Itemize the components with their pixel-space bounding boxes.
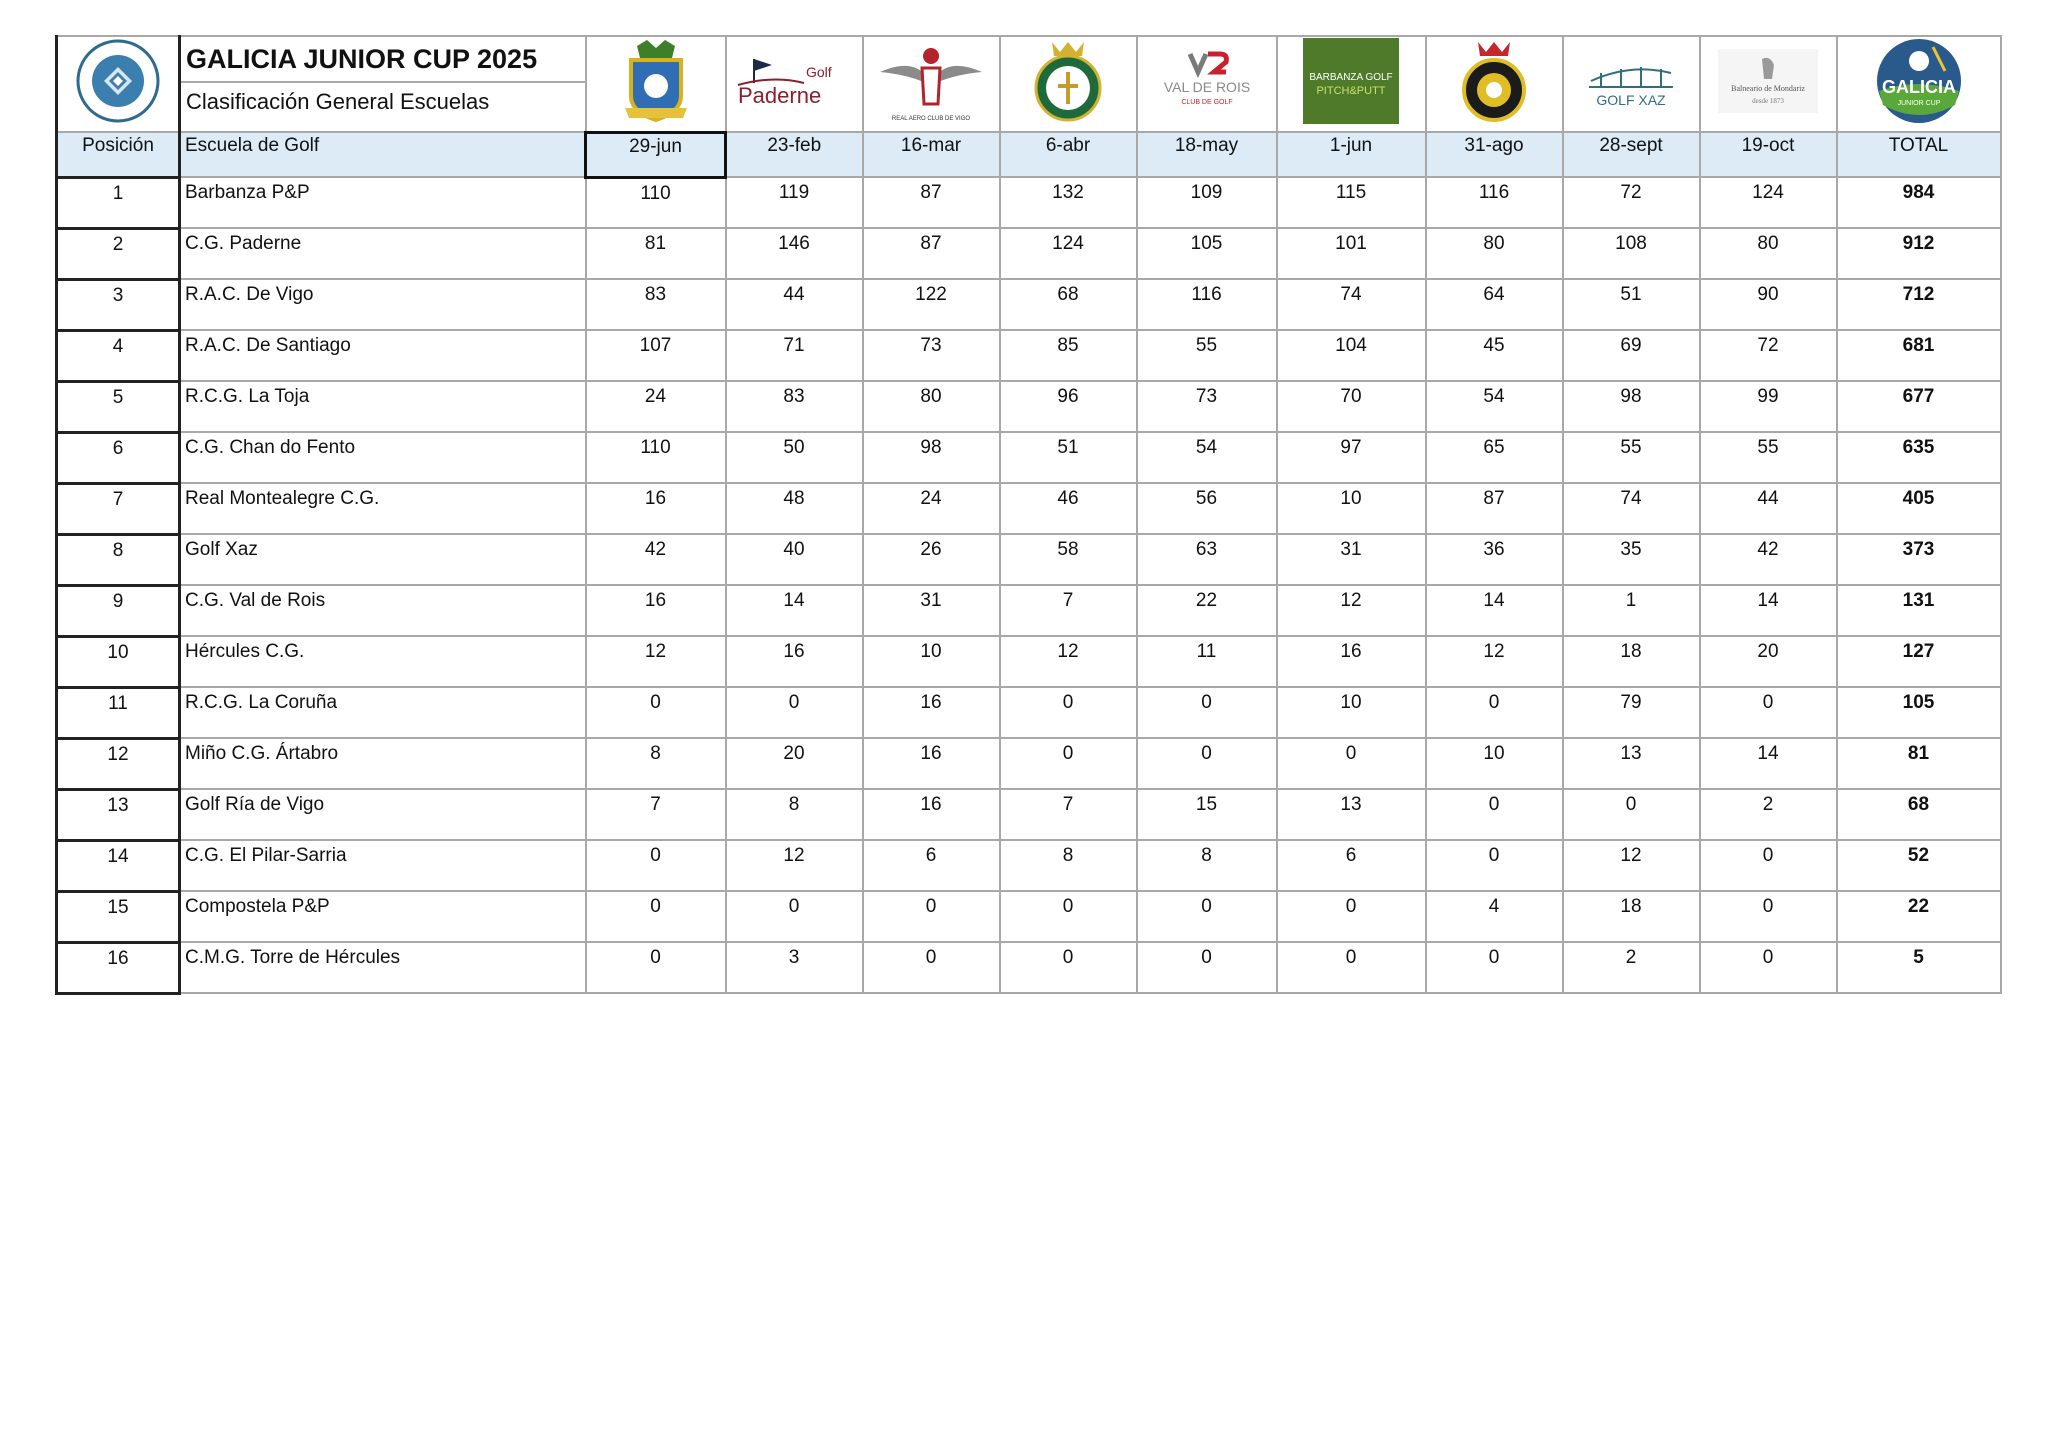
galicia-big-label: GALICIA <box>1881 77 1956 97</box>
chan-do-fento-crest-icon <box>617 38 695 124</box>
score-cell: 0 <box>863 891 1000 942</box>
santiago-logo-cell <box>1000 36 1137 132</box>
score-cell: 6 <box>1277 840 1426 891</box>
score-cell: 0 <box>1700 840 1837 891</box>
score-cell: 12 <box>1426 636 1563 687</box>
score-cell: 74 <box>1563 483 1700 534</box>
total-cell: 68 <box>1837 789 2001 840</box>
score-cell: 20 <box>1700 636 1837 687</box>
score-cell: 70 <box>1277 381 1426 432</box>
table-row <box>57 789 2001 840</box>
score-cell: 0 <box>1700 891 1837 942</box>
paderne-logo-cell <box>726 36 863 132</box>
score-cell: 0 <box>1426 840 1563 891</box>
header-date-3: 16-mar <box>863 132 1000 177</box>
score-cell: 0 <box>1426 789 1563 840</box>
score-cell: 72 <box>1563 177 1700 228</box>
score-cell: 79 <box>1563 687 1700 738</box>
score-cell: 44 <box>1700 483 1837 534</box>
header-date-2: 23-feb <box>726 132 863 177</box>
score-cell: 0 <box>726 891 863 942</box>
score-cell: 16 <box>726 636 863 687</box>
school-name-cell: Barbanza P&P <box>180 177 586 228</box>
score-cell: 1 <box>1563 585 1700 636</box>
score-cell: 72 <box>1700 330 1837 381</box>
mondariz-logo-cell <box>1700 36 1837 132</box>
score-cell: 45 <box>1426 330 1563 381</box>
la-toja-logo-cell <box>1426 36 1563 132</box>
score-cell: 69 <box>1563 330 1700 381</box>
score-cell: 56 <box>1137 483 1277 534</box>
score-cell: 87 <box>1426 483 1563 534</box>
total-cell: 912 <box>1837 228 2001 279</box>
golf-xaz-logo-cell <box>1563 36 1700 132</box>
paderne-small-label: Golf <box>806 64 832 80</box>
header-row <box>57 132 2001 177</box>
score-cell: 12 <box>726 840 863 891</box>
school-name-cell: C.G. Paderne <box>180 228 586 279</box>
val-de-rois-sub-label: CLUB DE GOLF <box>1180 99 1233 106</box>
score-cell: 2 <box>1563 942 1700 993</box>
score-cell: 51 <box>1563 279 1700 330</box>
galicia-junior-cup-logo-cell <box>1837 36 2001 132</box>
score-cell: 7 <box>1000 585 1137 636</box>
logo-row <box>57 36 2001 132</box>
position-cell: 5 <box>57 381 180 432</box>
score-cell: 101 <box>1277 228 1426 279</box>
page-title: GALICIA JUNIOR CUP 2025 <box>181 37 585 83</box>
score-cell: 0 <box>1700 942 1837 993</box>
score-cell: 80 <box>1426 228 1563 279</box>
total-cell: 405 <box>1837 483 2001 534</box>
score-cell: 24 <box>863 483 1000 534</box>
score-cell: 87 <box>863 177 1000 228</box>
score-cell: 14 <box>1700 585 1837 636</box>
score-cell: 10 <box>1426 738 1563 789</box>
galicia-small-label: JUNIOR CUP <box>1897 100 1940 107</box>
score-cell: 10 <box>1277 483 1426 534</box>
score-cell: 83 <box>586 279 726 330</box>
score-cell: 20 <box>726 738 863 789</box>
paderne-flag-icon <box>734 51 854 111</box>
chan-do-fento-logo-cell <box>586 36 726 132</box>
score-cell: 0 <box>1137 687 1277 738</box>
school-name-cell: R.A.C. De Santiago <box>180 330 586 381</box>
table-row <box>57 738 2001 789</box>
score-cell: 15 <box>1137 789 1277 840</box>
barbanza-label-2: PITCH&PUTT <box>1316 85 1386 97</box>
total-cell: 681 <box>1837 330 2001 381</box>
score-cell: 18 <box>1563 636 1700 687</box>
header-date-7: 31-ago <box>1426 132 1563 177</box>
score-cell: 12 <box>1277 585 1426 636</box>
total-cell: 131 <box>1837 585 2001 636</box>
total-cell: 373 <box>1837 534 2001 585</box>
barbanza-logo-icon <box>1303 38 1399 124</box>
position-cell: 10 <box>57 636 180 687</box>
position-cell: 3 <box>57 279 180 330</box>
score-cell: 10 <box>1277 687 1426 738</box>
score-cell: 63 <box>1137 534 1277 585</box>
total-cell: 5 <box>1837 942 2001 993</box>
score-cell: 87 <box>863 228 1000 279</box>
table-row <box>57 177 2001 228</box>
score-cell: 0 <box>1277 942 1426 993</box>
score-cell: 48 <box>726 483 863 534</box>
score-cell: 97 <box>1277 432 1426 483</box>
score-cell: 16 <box>863 687 1000 738</box>
school-name-cell: Real Montealegre C.G. <box>180 483 586 534</box>
score-cell: 14 <box>726 585 863 636</box>
position-cell: 7 <box>57 483 180 534</box>
school-name-cell: Hércules C.G. <box>180 636 586 687</box>
position-cell: 8 <box>57 534 180 585</box>
santiago-crest-icon <box>1030 38 1106 124</box>
header-date-6: 1-jun <box>1277 132 1426 177</box>
header-date-9: 19-oct <box>1700 132 1837 177</box>
score-cell: 0 <box>586 942 726 993</box>
score-cell: 16 <box>863 789 1000 840</box>
score-cell: 119 <box>726 177 863 228</box>
score-cell: 42 <box>1700 534 1837 585</box>
score-cell: 31 <box>1277 534 1426 585</box>
page-subtitle: Clasificación General Escuelas <box>186 89 490 114</box>
position-cell: 16 <box>57 942 180 993</box>
val-de-rois-logo-icon <box>1152 46 1262 116</box>
table-row <box>57 636 2001 687</box>
score-cell: 73 <box>863 330 1000 381</box>
table-row <box>57 432 2001 483</box>
score-cell: 8 <box>586 738 726 789</box>
val-de-rois-label: VAL DE ROIS <box>1163 79 1250 95</box>
score-cell: 24 <box>586 381 726 432</box>
table-row <box>57 279 2001 330</box>
score-cell: 99 <box>1700 381 1837 432</box>
score-cell: 14 <box>1426 585 1563 636</box>
score-cell: 83 <box>726 381 863 432</box>
table-row <box>57 483 2001 534</box>
school-name-cell: C.G. Val de Rois <box>180 585 586 636</box>
title-cell <box>180 36 586 132</box>
total-cell: 105 <box>1837 687 2001 738</box>
score-cell: 7 <box>586 789 726 840</box>
aero-club-wings-icon <box>872 38 990 124</box>
golf-xaz-logo-icon <box>1581 51 1681 111</box>
table-row <box>57 381 2001 432</box>
school-name-cell: R.A.C. De Vigo <box>180 279 586 330</box>
score-cell: 16 <box>586 585 726 636</box>
score-cell: 11 <box>1137 636 1277 687</box>
barbanza-label-1: BARBANZA GOLF <box>1309 72 1393 83</box>
position-cell: 4 <box>57 330 180 381</box>
score-cell: 13 <box>1563 738 1700 789</box>
total-cell: 81 <box>1837 738 2001 789</box>
score-cell: 90 <box>1700 279 1837 330</box>
score-cell: 16 <box>1277 636 1426 687</box>
score-cell: 64 <box>1426 279 1563 330</box>
school-name-cell: Miño C.G. Ártabro <box>180 738 586 789</box>
score-cell: 0 <box>586 840 726 891</box>
score-cell: 54 <box>1137 432 1277 483</box>
aero-club-logo-cell <box>863 36 1000 132</box>
score-cell: 110 <box>586 432 726 483</box>
score-cell: 42 <box>586 534 726 585</box>
paderne-big-label: Paderne <box>738 83 822 108</box>
position-cell: 2 <box>57 228 180 279</box>
total-cell: 635 <box>1837 432 2001 483</box>
score-cell: 44 <box>726 279 863 330</box>
score-cell: 13 <box>1277 789 1426 840</box>
position-cell: 1 <box>57 177 180 228</box>
score-cell: 55 <box>1137 330 1277 381</box>
score-cell: 2 <box>1700 789 1837 840</box>
score-cell: 107 <box>586 330 726 381</box>
score-cell: 8 <box>726 789 863 840</box>
score-cell: 98 <box>863 432 1000 483</box>
score-cell: 116 <box>1137 279 1277 330</box>
score-cell: 109 <box>1137 177 1277 228</box>
school-name-cell: R.C.G. La Coruña <box>180 687 586 738</box>
score-cell: 65 <box>1426 432 1563 483</box>
score-cell: 0 <box>1137 942 1277 993</box>
table-row <box>57 585 2001 636</box>
score-cell: 55 <box>1563 432 1700 483</box>
score-cell: 55 <box>1700 432 1837 483</box>
galicia-junior-cup-logo-icon <box>1869 37 1969 125</box>
score-cell: 0 <box>1137 738 1277 789</box>
score-cell: 0 <box>1700 687 1837 738</box>
position-cell: 13 <box>57 789 180 840</box>
total-cell: 984 <box>1837 177 2001 228</box>
federation-logo-icon <box>75 38 161 124</box>
score-cell: 12 <box>1563 840 1700 891</box>
table-row <box>57 534 2001 585</box>
score-cell: 0 <box>1277 891 1426 942</box>
val-de-rois-logo-cell <box>1137 36 1277 132</box>
position-cell: 14 <box>57 840 180 891</box>
score-cell: 132 <box>1000 177 1137 228</box>
score-cell: 54 <box>1426 381 1563 432</box>
score-cell: 0 <box>1000 891 1137 942</box>
school-name-cell: C.G. El Pilar-Sarria <box>180 840 586 891</box>
golf-xaz-label: GOLF XAZ <box>1596 92 1666 108</box>
table-row <box>57 330 2001 381</box>
score-cell: 122 <box>863 279 1000 330</box>
score-cell: 124 <box>1700 177 1837 228</box>
score-cell: 16 <box>586 483 726 534</box>
score-cell: 8 <box>1137 840 1277 891</box>
score-cell: 0 <box>1000 942 1137 993</box>
aero-club-caption: REAL AERO CLUB DE VIGO <box>891 116 971 122</box>
score-cell: 108 <box>1563 228 1700 279</box>
school-name-cell: R.C.G. La Toja <box>180 381 586 432</box>
score-cell: 10 <box>863 636 1000 687</box>
position-cell: 6 <box>57 432 180 483</box>
mondariz-label: Balneario de Mondariz <box>1731 84 1805 93</box>
score-cell: 36 <box>1426 534 1563 585</box>
score-cell: 4 <box>1426 891 1563 942</box>
score-cell: 40 <box>726 534 863 585</box>
score-cell: 46 <box>1000 483 1137 534</box>
score-cell: 26 <box>863 534 1000 585</box>
position-cell: 11 <box>57 687 180 738</box>
score-cell: 35 <box>1563 534 1700 585</box>
score-cell: 12 <box>1000 636 1137 687</box>
score-cell: 16 <box>863 738 1000 789</box>
score-cell: 80 <box>863 381 1000 432</box>
score-cell: 0 <box>1563 789 1700 840</box>
score-cell: 6 <box>863 840 1000 891</box>
score-cell: 0 <box>1426 687 1563 738</box>
table-row <box>57 891 2001 942</box>
score-cell: 0 <box>1426 942 1563 993</box>
federation-logo-cell <box>57 36 180 132</box>
position-cell: 9 <box>57 585 180 636</box>
header-date-8: 28-sept <box>1563 132 1700 177</box>
mondariz-logo-icon <box>1718 49 1818 113</box>
score-cell: 98 <box>1563 381 1700 432</box>
position-cell: 12 <box>57 738 180 789</box>
score-cell: 31 <box>863 585 1000 636</box>
header-date-4: 6-abr <box>1000 132 1137 177</box>
score-cell: 73 <box>1137 381 1277 432</box>
school-name-cell: C.M.G. Torre de Hércules <box>180 942 586 993</box>
score-cell: 0 <box>863 942 1000 993</box>
header-total: TOTAL <box>1837 132 2001 177</box>
table-row <box>57 228 2001 279</box>
score-cell: 0 <box>1000 687 1137 738</box>
score-cell: 71 <box>726 330 863 381</box>
score-cell: 80 <box>1700 228 1837 279</box>
score-cell: 96 <box>1000 381 1137 432</box>
header-position: Posición <box>57 132 180 177</box>
score-cell: 50 <box>726 432 863 483</box>
total-cell: 127 <box>1837 636 2001 687</box>
la-toja-crest-icon <box>1456 38 1532 124</box>
school-name-cell: Golf Xaz <box>180 534 586 585</box>
table-row <box>57 942 2001 993</box>
score-cell: 85 <box>1000 330 1137 381</box>
score-cell: 116 <box>1426 177 1563 228</box>
standings-table <box>55 35 2002 995</box>
score-cell: 0 <box>586 891 726 942</box>
table-row <box>57 840 2001 891</box>
total-cell: 712 <box>1837 279 2001 330</box>
school-name-cell: Compostela P&P <box>180 891 586 942</box>
score-cell: 0 <box>1137 891 1277 942</box>
score-cell: 81 <box>586 228 726 279</box>
header-date-5: 18-may <box>1137 132 1277 177</box>
score-cell: 14 <box>1700 738 1837 789</box>
score-cell: 22 <box>1137 585 1277 636</box>
school-name-cell: Golf Ría de Vigo <box>180 789 586 840</box>
score-cell: 12 <box>586 636 726 687</box>
total-cell: 677 <box>1837 381 2001 432</box>
score-cell: 105 <box>1137 228 1277 279</box>
barbanza-logo-cell <box>1277 36 1426 132</box>
score-cell: 0 <box>586 687 726 738</box>
header-school: Escuela de Golf <box>180 132 586 177</box>
score-cell: 104 <box>1277 330 1426 381</box>
score-cell: 58 <box>1000 534 1137 585</box>
score-cell: 18 <box>1563 891 1700 942</box>
score-cell: 0 <box>726 687 863 738</box>
score-cell: 74 <box>1277 279 1426 330</box>
score-cell: 115 <box>1277 177 1426 228</box>
score-cell: 7 <box>1000 789 1137 840</box>
score-cell: 0 <box>1277 738 1426 789</box>
score-cell: 68 <box>1000 279 1137 330</box>
score-cell: 124 <box>1000 228 1137 279</box>
score-cell: 3 <box>726 942 863 993</box>
header-date-1[interactable]: 29-jun <box>586 132 726 177</box>
score-cell: 110 <box>586 177 726 228</box>
score-cell: 8 <box>1000 840 1137 891</box>
mondariz-sub-label: desde 1873 <box>1752 97 1784 105</box>
position-cell: 15 <box>57 891 180 942</box>
school-name-cell: C.G. Chan do Fento <box>180 432 586 483</box>
total-cell: 52 <box>1837 840 2001 891</box>
score-cell: 146 <box>726 228 863 279</box>
score-cell: 0 <box>1000 738 1137 789</box>
table-row <box>57 687 2001 738</box>
score-cell: 51 <box>1000 432 1137 483</box>
total-cell: 22 <box>1837 891 2001 942</box>
